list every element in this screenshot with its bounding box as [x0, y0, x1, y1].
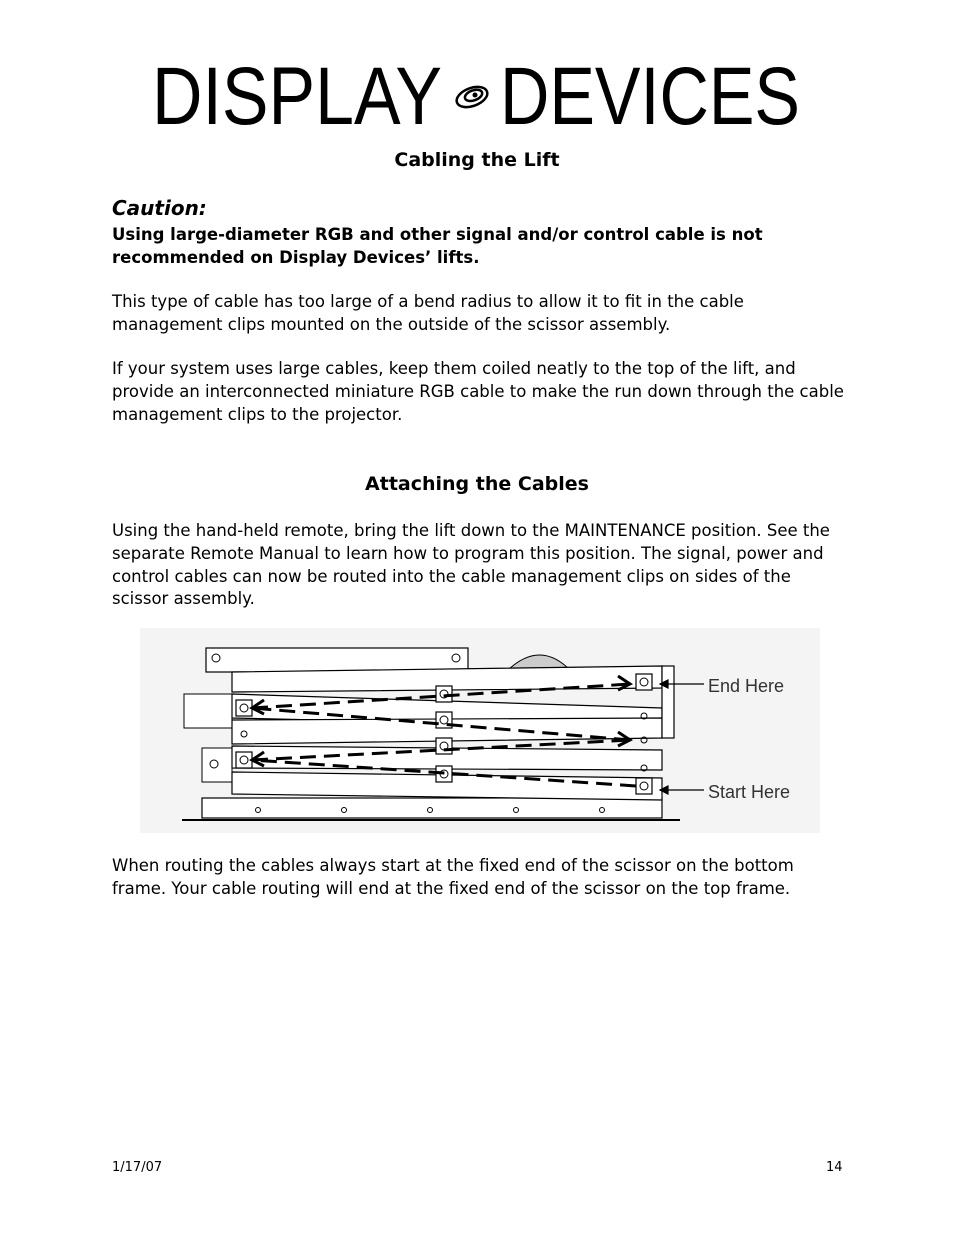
start-here-label: Start Here	[708, 782, 791, 802]
logo-swirl-icon	[454, 83, 490, 111]
page-number: 14	[826, 1160, 843, 1175]
logo-right-text: DEVICES	[500, 51, 800, 142]
caution-label: Caution:	[112, 196, 207, 220]
paragraph-bend-radius: This type of cable has too large of a bend radius to allow it to fit in the cable management clips mounted on the outside of the scissor assembly.	[112, 292, 744, 334]
cabling-title: Cabling the Lift	[394, 149, 560, 171]
end-here-label: End Here	[708, 676, 785, 696]
footer-date: 1/17/07	[112, 1160, 163, 1175]
attaching-title: Attaching the Cables	[365, 473, 589, 495]
paragraph-routing: When routing the cables always start at the fixed end of the scissor on the bottom frame. Your cable routing will end at the fixed end of the scissor on the top frame.	[112, 856, 794, 898]
paragraph-large-cables: If your system uses large cables, keep them coiled neatly to the top of the lift, and provide an interconnected miniature RGB cable to make the run down through the cable management clips to the projector.	[112, 359, 844, 424]
caution-text: Using large-diameter RGB and other signal and/or control cable is not recommended on Display Devices’ lifts.	[112, 225, 763, 267]
company-logo	[152, 51, 802, 142]
scissor-diagram-svg	[140, 628, 820, 833]
scissor-lift-diagram	[140, 628, 820, 833]
logo-left-text: DISPLAY	[152, 51, 442, 142]
paragraph-maintenance: Using the hand-held remote, bring the lift down to the MAINTENANCE position. See the separate Remote Manual to learn how to program this position. The signal, power and control cables can now be routed into the cable management clips on sides of the scissor assembly.	[112, 521, 830, 609]
logo-graphic	[152, 51, 802, 142]
